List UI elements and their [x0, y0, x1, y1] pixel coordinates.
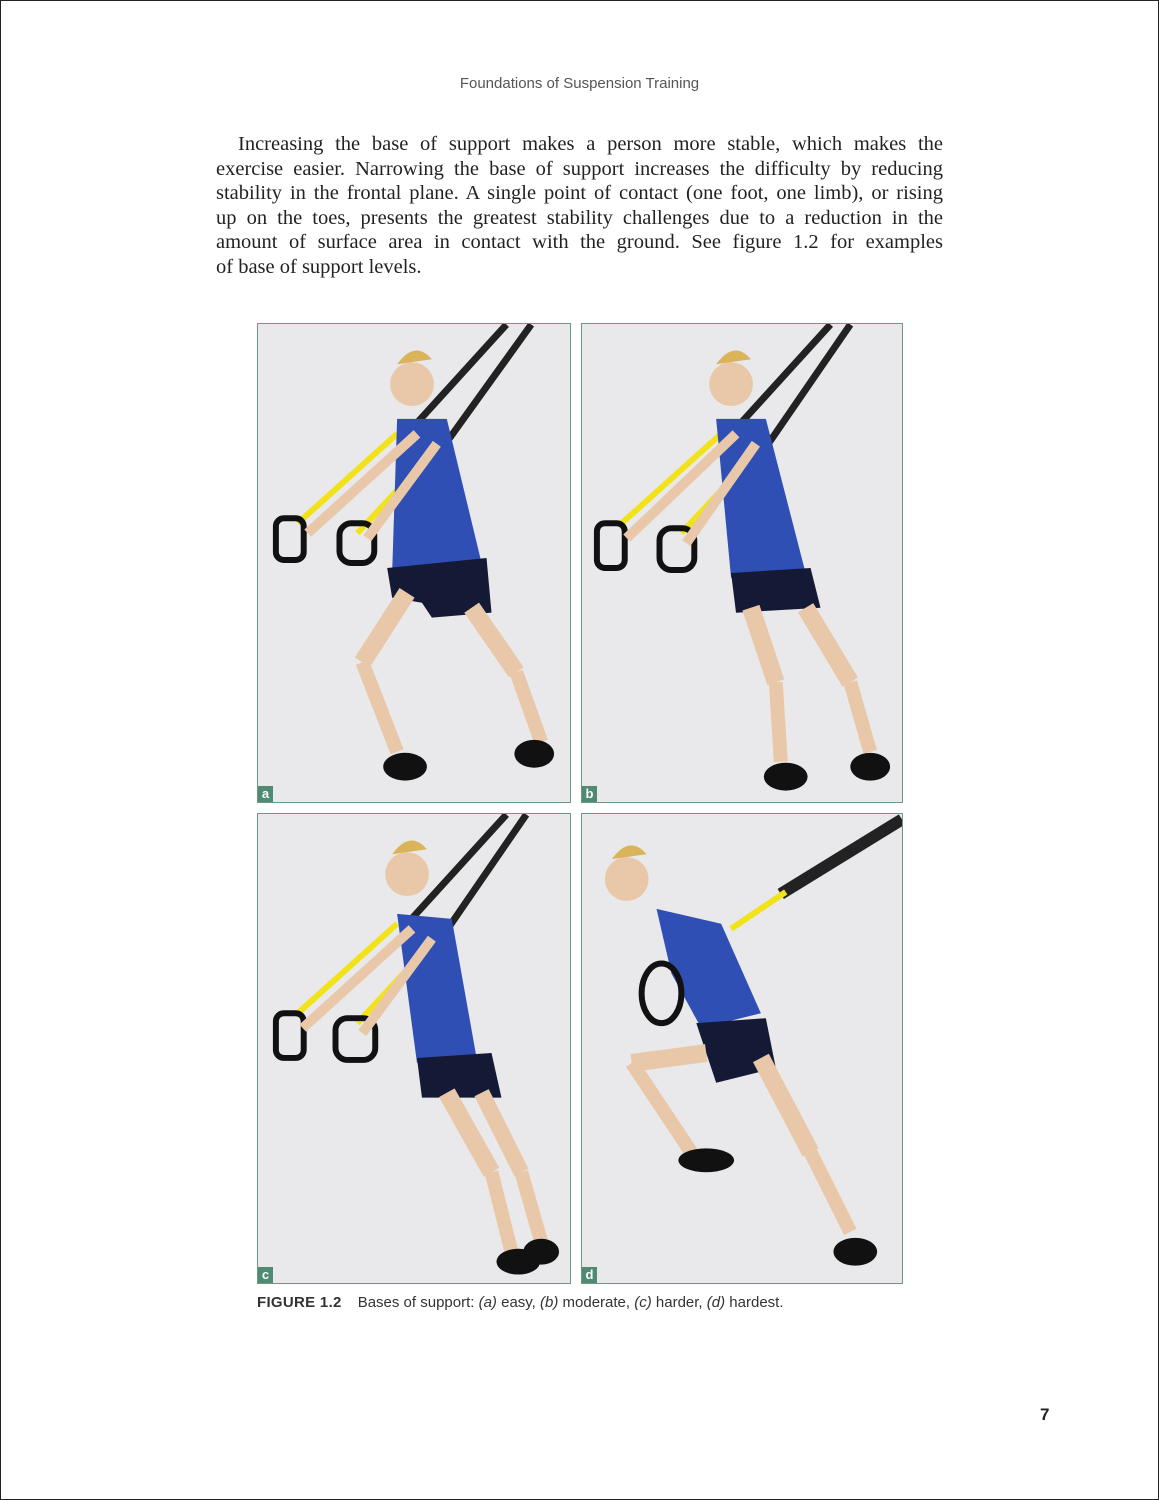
photo-panel-c — [257, 813, 571, 1284]
caption-text: hardest. — [725, 1294, 784, 1311]
suspension-row-photo-hardest — [582, 814, 902, 1283]
paragraph-line: of base of support levels. — [216, 255, 422, 278]
caption-text: harder, — [651, 1294, 707, 1311]
caption-letter: (b) — [540, 1294, 559, 1311]
paragraph-line: amount of surface area in contact with the ground. See figure 1.2 for examples — [216, 231, 943, 254]
photo-panel-b — [581, 323, 903, 803]
panel-label: a — [258, 786, 273, 802]
suspension-row-photo-easy — [258, 324, 570, 802]
paragraph-line: stability in the frontal plane. A single point of contact (one foot, one limb), or rising — [216, 182, 943, 205]
caption-text: moderate, — [558, 1294, 635, 1311]
panel-label: d — [582, 1267, 597, 1283]
suspension-row-photo-harder — [258, 814, 570, 1283]
figure-number: FIGURE 1.2 — [257, 1294, 342, 1311]
caption-letter: (a) — [478, 1294, 497, 1311]
photo-panel-d — [581, 813, 903, 1284]
paragraph-line: Increasing the base of support makes a person more stable, which makes the — [238, 133, 943, 155]
body-paragraph — [216, 132, 943, 280]
paragraph-line: exercise easier. Narrowing the base of support increases the difficulty by reducing — [216, 157, 943, 180]
paragraph-line: up on the toes, presents the greatest stability challenges due to a reduction in the — [216, 206, 943, 229]
suspension-row-photo-moderate — [582, 324, 902, 802]
caption-intro: Bases of support: — [357, 1294, 479, 1311]
caption-text: easy, — [496, 1294, 541, 1311]
caption-letter: (c) — [634, 1294, 652, 1311]
panel-label: c — [258, 1267, 273, 1283]
caption-letter: (d) — [706, 1294, 726, 1311]
running-head: Foundations of Suspension Training — [459, 75, 700, 92]
photo-panel-a — [257, 323, 571, 803]
figure-caption — [257, 1294, 784, 1311]
panel-label: b — [582, 786, 597, 802]
page-number: 7 — [1040, 1405, 1050, 1424]
